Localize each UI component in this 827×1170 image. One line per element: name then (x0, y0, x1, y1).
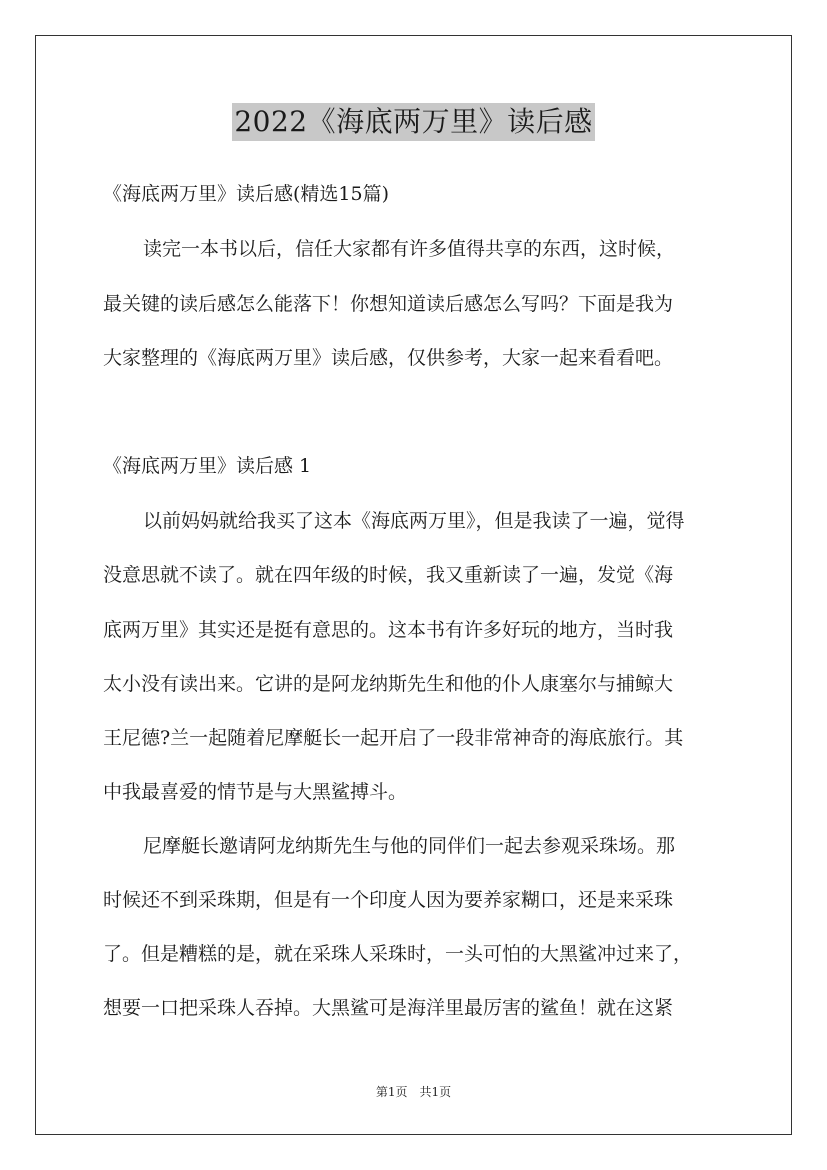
paragraph-line: 以前妈妈就给我买了这本《海底两万里》，但是我读了一遍，觉得 (143, 510, 685, 532)
page-number-footer: 第1页 共1页 (375, 1085, 452, 1099)
title-container (0, 103, 827, 141)
paragraph-line: 王尼德?兰一起随着尼摩艇长一起开启了一段非常神奇的海底旅行。其 (103, 727, 684, 749)
paragraph-line: 想要一口把采珠人吞掉。大黑鲨可是海洋里最厉害的鲨鱼！就在这紧 (103, 997, 674, 1019)
intro-line: 大家整理的《海底两万里》读后感，仅供参考，大家一起来看看吧。 (103, 347, 674, 369)
document-title: 2022《海底两万里》读后感 (232, 103, 594, 141)
paragraph-line: 了。但是糟糕的是，就在采珠人采珠时，一头可怕的大黑鲨冲过来了， (103, 943, 693, 965)
paragraph-line: 尼摩艇长邀请阿龙纳斯先生与他的同伴们一起去参观采珠场。那 (143, 835, 676, 857)
paragraph-line: 没意思就不读了。就在四年级的时候，我又重新读了一遍，发觉《海 (103, 564, 674, 586)
section-heading: 《海底两万里》读后感 1 (103, 455, 312, 477)
paragraph-line: 太小没有读出来。它讲的是阿龙纳斯先生和他的仆人康塞尔与捕鲸大 (103, 673, 674, 695)
intro-line: 读完一本书以后，信任大家都有许多值得共享的东西，这时候， (143, 238, 676, 260)
paragraph-line: 中我最喜爱的情节是与大黑鲨搏斗。 (103, 781, 408, 803)
paragraph-line: 时候还不到采珠期，但是有一个印度人因为要养家糊口，还是来采珠 (103, 889, 674, 911)
subtitle: 《海底两万里》读后感(精选15篇) (103, 183, 390, 205)
intro-line: 最关键的读后感怎么能落下！你想知道读后感怎么写吗？下面是我为 (103, 293, 674, 315)
paragraph-line: 底两万里》其实还是挺有意思的。这本书有许多好玩的地方，当时我 (103, 619, 674, 641)
